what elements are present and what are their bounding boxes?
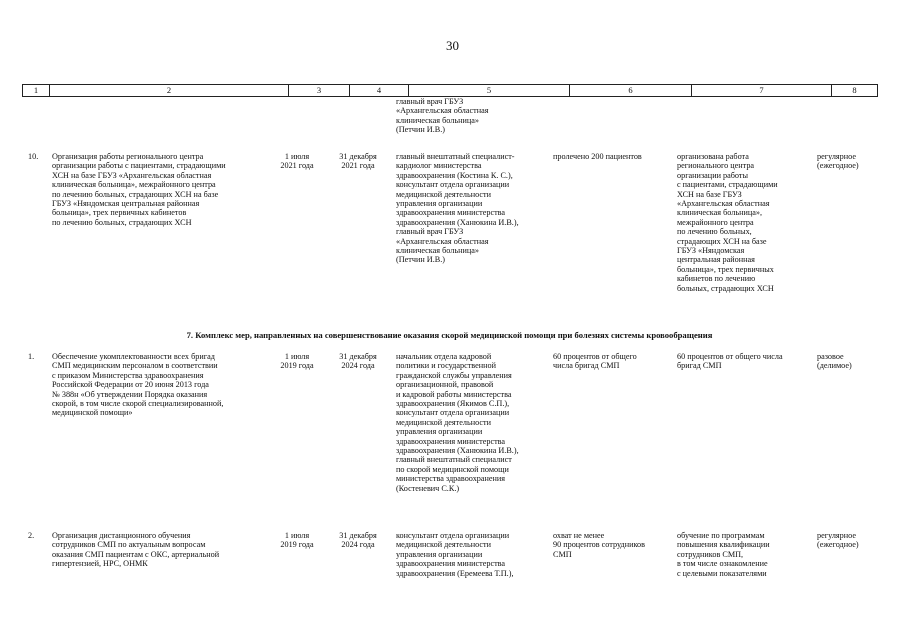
- indicator: пролечено 200 пациентов: [553, 152, 642, 161]
- header-col-7: 7: [692, 85, 832, 97]
- page-number: 30: [446, 38, 459, 53]
- responsible: консультант отдела организации медицинской деятельности управления организации здравоохранения министерства здравоохранения (Еремеева Т.П.),: [396, 531, 514, 578]
- header-col-3: 3: [289, 85, 350, 97]
- start-date: 1 июля 2021 года: [280, 152, 314, 171]
- indicator: охват не менее 90 процентов сотрудников СМП: [553, 531, 645, 559]
- column-number-header: [22, 84, 878, 97]
- end-date: 31 декабря 2024 года: [339, 352, 377, 371]
- start-date: 1 июля 2019 года: [280, 352, 314, 371]
- row-number: 2.: [28, 531, 35, 540]
- start-date: 1 июля 2019 года: [280, 531, 314, 550]
- header-col-5: 5: [409, 85, 570, 97]
- end-date: 31 декабря 2024 года: [339, 531, 377, 550]
- header-col-4: 4: [350, 85, 409, 97]
- responsible: начальник отдела кадровой политики и государственной гражданской службы управления организационной, правовой и кадровой работы министерства здравоохранения (Якимов С.П.), консультант отдела организации медицинской деятельности управления организации здравоохранения министерства здравоохранения (Ханюкина И.В.), главный внештатный специалист по скорой медицинской помощи министерства здравоохранения (Костеневич С.К.): [396, 352, 519, 493]
- execution-type: регулярное (ежегодное): [817, 152, 859, 171]
- header-col-6: 6: [570, 85, 692, 97]
- header-col-8: 8: [832, 85, 878, 97]
- section-title: 7. Комплекс мер, направленных на совершенствование оказания скорой медицинской помощи при болезнях системы кровообращения: [186, 330, 713, 340]
- indicator: 60 процентов от общего числа бригад СМП: [553, 352, 637, 371]
- result: 60 процентов от общего числа бригад СМП: [677, 352, 783, 371]
- end-date: 31 декабря 2021 года: [339, 152, 377, 171]
- responsible: главный внештатный специалист- кардиолог министерства здравоохранения (Костина К. С.), консультант отдела организации медицинской деятельности управления организации здравоохранения министерства здравоохранения (Ханюкина И.В.), главный врач ГБУЗ «Архангельская областная клиническая больница» (Петчин И.В.): [396, 152, 519, 265]
- measure-name: Организация работы регионального центра организации работы с пациентами, страдающими ХСН на базе ГБУЗ «Архангельская областная клиническая больница», межрайонного центра по лечению больных, страдающих ХСН на базе ГБУЗ «Няндомская центральная районная больница», трех первичных кабинетов по лечению больных, страдающих ХСН: [52, 152, 226, 227]
- measure-name: Организация дистанционного обучения сотрудников СМП по актуальным вопросам оказания СМП пациентам с ОКС, артериальной гипертензией, НРС, ОНМК: [52, 531, 220, 569]
- result: организована работа регионального центра организации работы с пациентами, страдающими ХСН на базе ГБУЗ «Архангельская областная клиническая больница», межрайонного центра по лечению больных, страдающих ХСН на базе ГБУЗ «Няндомская центральная районная больница», трех первичных кабинетов по лечению больных, страдающих ХСН: [677, 152, 778, 293]
- header-col-2: 2: [50, 85, 289, 97]
- result: обучение по программам повышения квалификации сотрудников СМП, в том числе ознакомление с целевыми показателями: [677, 531, 770, 578]
- execution-type: регулярное (ежегодное): [817, 531, 859, 550]
- row-number: 1.: [28, 352, 35, 361]
- row-number: 10.: [28, 152, 39, 161]
- measure-name: Обеспечение укомплектованности всех бригад СМП медицинским персоналом в соответствии с приказом Министерства здравоохранения Российской Федерации от 20 июня 2013 года № 388н «Об утверждении Порядка оказания скорой, в том числе скорой специализированной, медицинской помощи»: [52, 352, 224, 418]
- continuation-responsible: главный врач ГБУЗ «Архангельская областная клиническая больница» (Петчин И.В.): [396, 97, 489, 135]
- header-col-1: 1: [23, 85, 50, 97]
- execution-type: разовое (делимое): [817, 352, 852, 371]
